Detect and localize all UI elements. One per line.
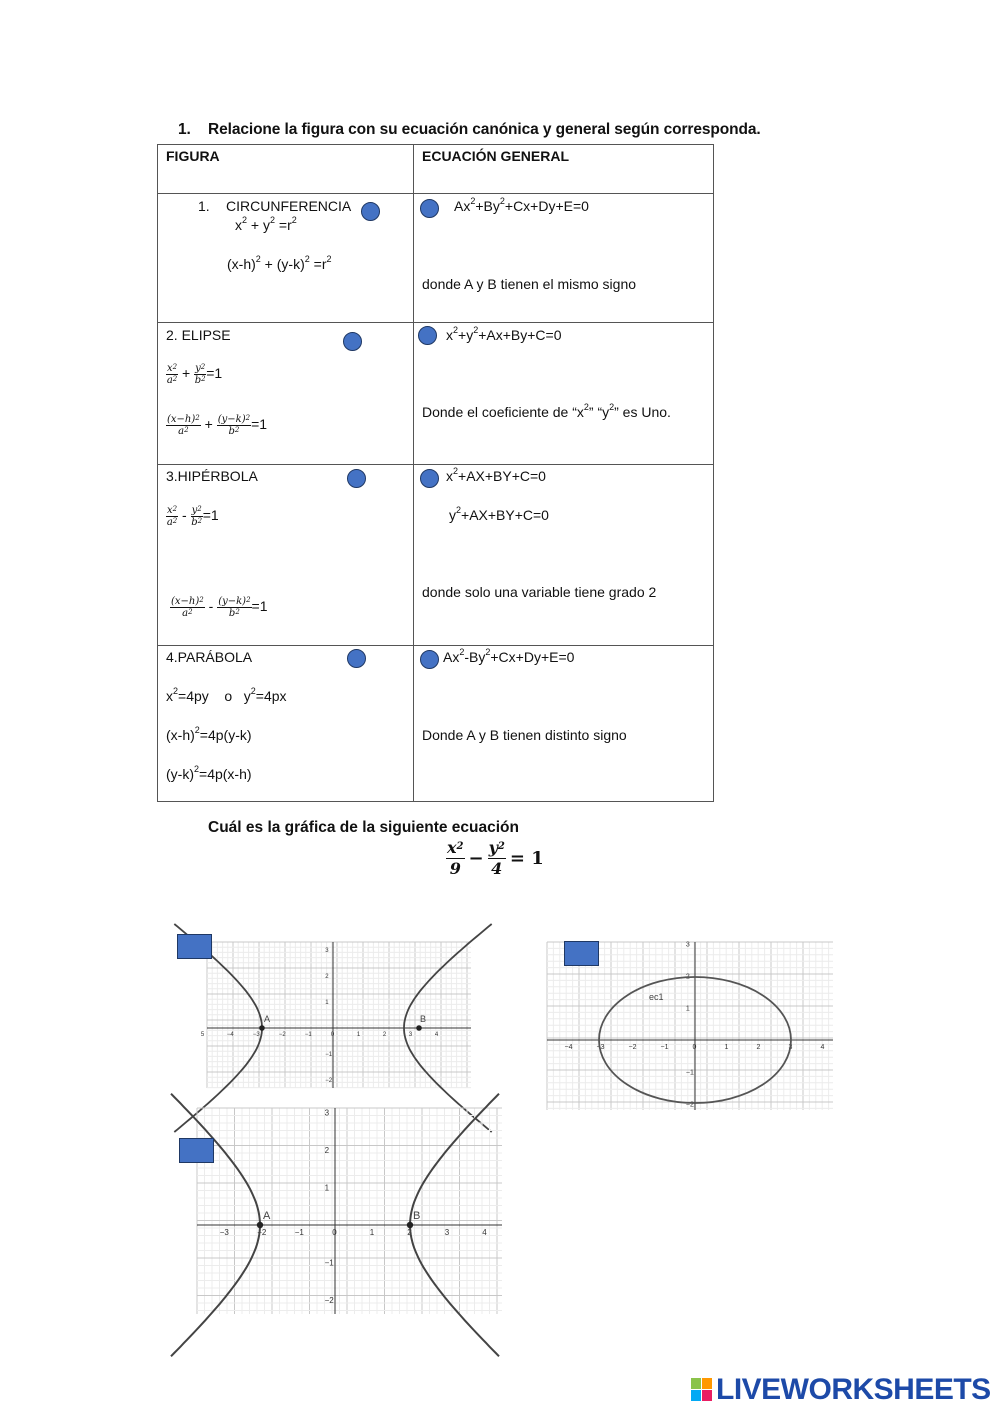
condition-text: donde solo una variable tiene grado 2 xyxy=(422,584,657,600)
y-tick-label: 2 xyxy=(325,974,329,981)
general-equation: $Ax^2-By^2+Cx+Dy+E=0$ xyxy=(443,647,575,665)
y-tick-label: −1 xyxy=(325,1052,333,1059)
x-tick-label: 2 xyxy=(382,1032,387,1038)
x-tick-label: −1 xyxy=(660,1044,669,1051)
target-equation: $\frac{x^2}{9}$ − $\frac{y^2}{4}$ = 1 xyxy=(447,838,544,878)
canonical-equation: $\frac{x^2}{a^2}$ + $\frac{y^2}{b^2}$ =1 xyxy=(166,363,223,386)
y-tick-label: −2 xyxy=(324,1295,334,1305)
x-tick-label: −4 xyxy=(564,1044,573,1051)
figura-cell xyxy=(158,323,414,465)
x-tick-label: −1 xyxy=(294,1228,304,1237)
y-tick-label: −2 xyxy=(685,1101,694,1109)
x-tick-label: 2 xyxy=(407,1228,412,1237)
question-number: 1. xyxy=(178,121,191,138)
x-tick-label: −2 xyxy=(628,1044,637,1051)
match-dot[interactable] xyxy=(347,469,366,488)
canonical-equation: $x^2 + y^2 =r^2$ xyxy=(235,215,297,233)
match-dot[interactable] xyxy=(420,199,439,218)
graph-1 xyxy=(200,942,471,1088)
x-tick-label: −2 xyxy=(278,1032,286,1038)
canonical-equation: $x^2=4py$ o $y^2=4px$ xyxy=(166,686,287,704)
x-tick-label: 1 xyxy=(356,1032,361,1038)
y-tick-label: 2 xyxy=(324,1145,330,1155)
canonical-equation: $\frac{x^2}{a^2}$ - $\frac{y^2}{b^2}$ =1 xyxy=(166,505,219,528)
answer-box[interactable] xyxy=(177,934,212,959)
y-tick-label: −1 xyxy=(685,1069,694,1077)
y-tick-label: −1 xyxy=(324,1258,334,1268)
figura-name: 4.PARÁBOLA xyxy=(166,649,253,665)
figura-cell xyxy=(158,194,414,323)
point-a[interactable] xyxy=(259,1025,265,1031)
condition-text: Donde A y B tienen distinto signo xyxy=(422,727,627,743)
y-tick-label: 1 xyxy=(325,1000,329,1007)
graph-question: Cuál es la gráfica de la siguiente ecuación xyxy=(208,819,519,836)
figura-cell xyxy=(158,646,414,802)
canonical-equation-shifted: $\frac{(x-h)^2}{a^2}$ - $\frac{(y-k)^2}{b^2}$ =1 xyxy=(171,596,268,619)
brand-logo xyxy=(690,1373,991,1407)
match-dot[interactable] xyxy=(347,649,366,668)
point-b[interactable] xyxy=(407,1222,413,1228)
table-row xyxy=(158,323,714,465)
x-tick-label: −3 xyxy=(252,1032,260,1038)
liveworksheets-icon xyxy=(690,1377,716,1403)
general-equation: $x^2+y^2+Ax+By+C=0$ xyxy=(446,325,562,343)
match-dot[interactable] xyxy=(361,202,380,221)
condition-text: donde A y B tienen el mismo signo xyxy=(422,276,637,292)
question-text: Relacione la figura con su ecuación canónica y general según corresponda. xyxy=(208,121,761,138)
canonical-equation-shifted: $(x-h)^2=4p(y-k)$ xyxy=(166,725,252,743)
y-tick-label: 1 xyxy=(324,1183,330,1193)
x-tick-label: −3 xyxy=(596,1044,605,1051)
point-b[interactable] xyxy=(416,1025,422,1031)
match-dot[interactable] xyxy=(343,332,362,351)
general-equation: $Ax^2+By^2+Cx+Dy+E=0$ xyxy=(454,196,589,214)
header-ecuacion-cell xyxy=(414,145,714,194)
x-tick-label: 4 xyxy=(434,1032,439,1038)
general-equation: $x^2+AX+BY+C=0$ xyxy=(446,466,546,484)
canonical-equation-shifted: $\frac{(x-h)^2}{a^2}$ + $\frac{(y-k)^2}{b^2}$ =1 xyxy=(167,414,268,437)
canonical-equation-shifted-alt: $(y-k)^2=4p(x-h)$ xyxy=(166,764,252,782)
x-tick-label: 5 xyxy=(200,1032,205,1038)
x-tick-label: 4 xyxy=(482,1228,487,1237)
figura-name: CIRCUNFERENCIA xyxy=(226,198,352,214)
x-tick-label: −3 xyxy=(219,1228,229,1237)
x-tick-label: 0 xyxy=(692,1044,697,1051)
x-tick-label: 3 xyxy=(408,1032,413,1038)
point-b-label: B xyxy=(420,1014,427,1024)
x-tick-label: 2 xyxy=(756,1044,761,1051)
ecuacion-cell xyxy=(414,646,714,802)
point-a-label: A xyxy=(264,1014,271,1024)
figura-cell xyxy=(158,465,414,646)
point-a-label: A xyxy=(263,1210,271,1222)
y-tick-label: 3 xyxy=(325,948,329,955)
general-equation-alt: $y^2+AX+BY+C=0$ xyxy=(449,505,549,523)
graph-3 xyxy=(197,1108,502,1314)
x-tick-label: −2 xyxy=(257,1228,267,1237)
answer-box[interactable] xyxy=(179,1138,214,1163)
ecuacion-cell xyxy=(414,194,714,323)
y-tick-label: 3 xyxy=(324,1108,330,1118)
table-row xyxy=(158,465,714,646)
match-dot[interactable] xyxy=(418,326,437,345)
graph-2 xyxy=(547,942,833,1110)
question-title xyxy=(178,121,761,139)
brand-name: LIVEWORKSHEETS xyxy=(716,1373,991,1406)
match-dot[interactable] xyxy=(420,650,439,669)
ecuacion-cell xyxy=(414,323,714,465)
y-tick-label: 2 xyxy=(685,973,690,981)
table-row xyxy=(158,646,714,802)
x-tick-label: 0 xyxy=(330,1032,335,1038)
point-b-label: B xyxy=(413,1210,421,1222)
y-tick-label: 1 xyxy=(685,1005,690,1013)
header-figura: FIGURA xyxy=(166,148,220,164)
y-tick-label: −2 xyxy=(325,1078,333,1085)
y-tick-label: 3 xyxy=(685,941,690,949)
curve-label: ec1 xyxy=(649,992,664,1002)
answer-box[interactable] xyxy=(564,941,599,966)
x-tick-label: −1 xyxy=(304,1032,312,1038)
x-tick-label: 1 xyxy=(724,1044,729,1051)
figura-name: 2. ELIPSE xyxy=(166,327,231,343)
x-tick-label: 0 xyxy=(332,1228,337,1237)
table-row xyxy=(158,194,714,323)
canonical-equation-shifted: $(x-h)^2 + (y-k)^2 =r^2$ xyxy=(227,254,332,272)
header-figura-cell xyxy=(158,145,414,194)
x-tick-label: 3 xyxy=(788,1044,793,1051)
header-ecuacion: ECUACIÓN GENERAL xyxy=(422,148,570,164)
ecuacion-cell xyxy=(414,465,714,646)
figura-name: 3.HIPÉRBOLA xyxy=(166,468,258,484)
figura-number: 1. xyxy=(198,198,210,214)
x-tick-label: −4 xyxy=(226,1032,234,1038)
x-tick-label: 4 xyxy=(820,1044,825,1051)
matching-table xyxy=(157,144,714,802)
x-tick-label: 1 xyxy=(369,1228,375,1237)
condition-text: Donde el coeficiente de “$x^2$” “$y^2$” es Uno. xyxy=(422,402,671,420)
match-dot[interactable] xyxy=(420,469,439,488)
point-a[interactable] xyxy=(257,1222,263,1228)
x-tick-label: 3 xyxy=(444,1228,450,1237)
